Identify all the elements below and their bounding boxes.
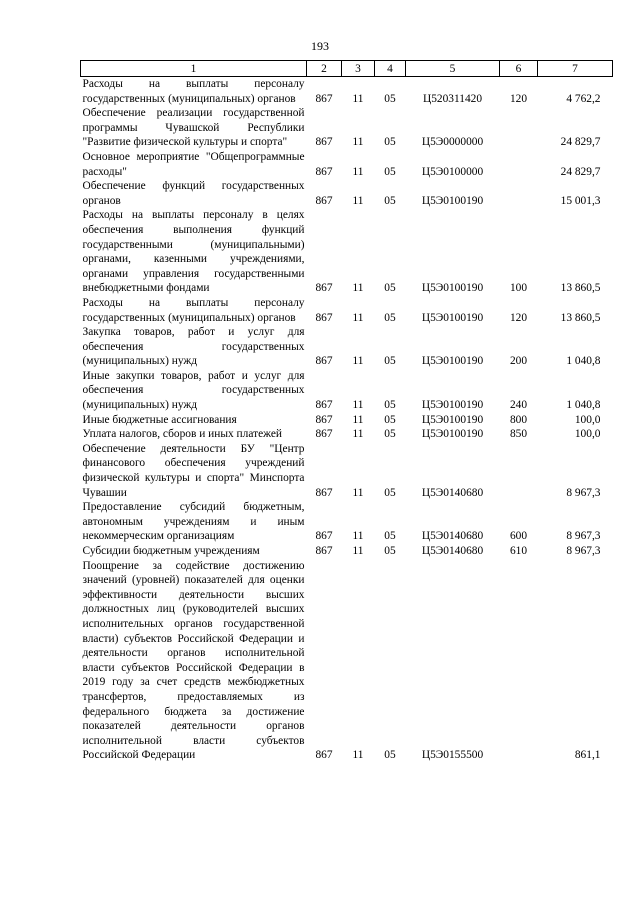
row-target-item-code: Ц5Э0100190	[421, 399, 484, 412]
row-amount: 15 001,3	[560, 194, 601, 207]
row-section-code: 11	[352, 311, 364, 324]
row-subsection-code: 05	[384, 486, 396, 499]
column-header-target-item: 5	[406, 61, 500, 77]
table-row	[81, 179, 613, 208]
row-expense-type-code	[500, 179, 538, 208]
row-name: Обеспечение функций государственных органов	[82, 180, 305, 207]
row-expense-type-code: 800	[509, 413, 528, 426]
row-name: Поощрение за содействие достижению значений (уровней) показателей для оценки эффективности деятельности высших должностных лиц (руководителей высших исполнительных органов государственной власти) субъектов Российской Федерации и деятельности органов исполнительной власти субъектов Российской Федерации в 2019 году за счет средств межбюджетных трансфертов, предоставляемых из федерального бюджета за достижение показателей деятельности органов исполнительной власти субъектов Российской Федерации	[82, 559, 305, 762]
row-grbs-code: 867	[315, 136, 333, 149]
row-expense-type-code	[500, 442, 538, 500]
row-target-item-code: Ц5Э0140680	[421, 545, 484, 557]
row-grbs-code: 867	[315, 486, 333, 499]
budget-table	[80, 60, 613, 763]
row-section-code: 11	[352, 428, 364, 441]
table-row	[81, 544, 613, 559]
row-subsection-code: 05	[384, 92, 396, 105]
row-grbs-code: 867	[315, 194, 333, 207]
row-section-code: 11	[352, 165, 364, 178]
row-section-code: 11	[352, 194, 364, 207]
row-subsection-code: 05	[384, 413, 396, 426]
row-name: Обеспечение деятельности БУ "Центр финансового обеспечения учреждений физической культуры и спорта" Минспорта Чувашии	[82, 442, 305, 499]
row-section-code: 11	[352, 530, 364, 543]
row-expense-type-code: 120	[509, 92, 528, 105]
row-amount: 8 967,3	[566, 530, 601, 543]
row-target-item-code: Ц5Э0100190	[421, 428, 484, 441]
row-expense-type-code	[500, 106, 538, 150]
row-target-item-code: Ц5Э0100190	[421, 413, 484, 426]
row-subsection-code: 05	[384, 194, 396, 207]
row-expense-type-code: 100	[509, 282, 528, 295]
table-row	[81, 427, 613, 442]
row-grbs-code: 867	[315, 530, 333, 543]
row-expense-type-code	[500, 559, 538, 763]
row-name: Расходы на выплаты персоналу государственных (муниципальных) органов	[82, 296, 305, 324]
row-grbs-code: 867	[315, 399, 333, 412]
row-amount: 24 829,7	[560, 165, 601, 178]
row-subsection-code: 05	[384, 399, 396, 412]
row-expense-type-code: 600	[509, 530, 528, 543]
row-target-item-code: Ц5Э0140680	[421, 486, 484, 499]
row-section-code: 11	[352, 486, 364, 499]
row-grbs-code: 867	[315, 355, 333, 368]
row-amount: 100,0	[574, 413, 601, 426]
page-number: 193	[311, 39, 329, 53]
table-row	[81, 325, 613, 369]
row-subsection-code: 05	[384, 165, 396, 178]
row-amount: 13 860,5	[560, 311, 601, 324]
row-amount: 100,0	[574, 428, 601, 441]
row-name: Расходы на выплаты персоналу государственных (муниципальных) органов	[82, 78, 305, 105]
table-row	[81, 77, 613, 107]
row-expense-type-code	[500, 150, 538, 179]
row-amount: 13 860,5	[560, 282, 601, 295]
table-row	[81, 369, 613, 413]
row-subsection-code: 05	[384, 136, 396, 149]
row-grbs-code: 867	[315, 311, 333, 324]
row-section-code: 11	[352, 282, 364, 295]
table-row	[81, 442, 613, 500]
row-subsection-code: 05	[384, 311, 396, 324]
row-section-code: 11	[352, 136, 364, 149]
row-section-code: 11	[352, 355, 364, 368]
row-subsection-code: 05	[384, 749, 396, 762]
row-expense-type-code: 240	[509, 399, 528, 412]
row-grbs-code: 867	[315, 282, 333, 295]
row-name: Основное мероприятие "Общепрограммные расходы"	[82, 150, 305, 178]
table-header	[81, 61, 613, 77]
table-row	[81, 106, 613, 150]
row-target-item-code: Ц5Э0100000	[421, 165, 484, 178]
row-name: Закупка товаров, работ и услуг для обеспечения государственных (муниципальных) нужд	[82, 326, 305, 368]
column-header-expense-type: 6	[500, 61, 538, 77]
row-name: Иные закупки товаров, работ и услуг для обеспечения государственных (муниципальных) нужд	[82, 369, 305, 412]
row-expense-type-code: 610	[509, 545, 528, 557]
column-header-amount: 7	[538, 61, 613, 77]
column-header-grbs: 2	[307, 61, 342, 77]
row-subsection-code: 05	[384, 428, 396, 441]
row-grbs-code: 867	[315, 749, 333, 762]
table-row	[81, 413, 613, 428]
row-name: Иные бюджетные ассигнования	[82, 413, 237, 426]
row-amount: 1 040,8	[566, 399, 601, 412]
row-amount: 4 762,2	[566, 92, 601, 105]
row-name: Расходы на выплаты персоналу в целях обеспечения выполнения функций государственными (муниципальными) органами, казенными учреждениями, органами управления государственными внебюджетными фондами	[82, 209, 305, 295]
row-grbs-code: 867	[315, 428, 333, 441]
row-section-code: 11	[352, 413, 364, 426]
row-target-item-code: Ц5Э0100190	[421, 355, 484, 368]
table-body	[81, 77, 613, 763]
column-header-name: 1	[81, 61, 307, 77]
row-amount: 24 829,7	[560, 136, 601, 149]
row-subsection-code: 05	[384, 355, 396, 368]
column-header-subsection: 4	[375, 61, 406, 77]
row-target-item-code: Ц520311420	[422, 92, 483, 105]
column-header-section: 3	[342, 61, 375, 77]
row-section-code: 11	[352, 545, 364, 557]
row-target-item-code: Ц5Э0100190	[421, 194, 484, 207]
row-amount: 8 967,3	[566, 486, 601, 499]
row-target-item-code: Ц5Э0000000	[421, 136, 484, 149]
row-grbs-code: 867	[315, 545, 333, 557]
row-name: Обеспечение реализации государственной программы Чувашской Республики "Развитие физической культуры и спорта"	[82, 107, 305, 149]
table-row	[81, 559, 613, 763]
row-name: Уплата налогов, сборов и иных платежей	[82, 428, 282, 441]
row-subsection-code: 05	[384, 545, 396, 557]
row-section-code: 11	[352, 92, 364, 105]
row-grbs-code: 867	[315, 165, 333, 178]
row-expense-type-code: 120	[509, 311, 528, 324]
row-amount: 1 040,8	[566, 355, 601, 368]
row-target-item-code: Ц5Э0155500	[421, 749, 484, 762]
row-name: Субсидии бюджетным учреждениям	[82, 545, 260, 557]
row-grbs-code: 867	[315, 92, 333, 105]
table-row	[81, 500, 613, 544]
row-subsection-code: 05	[384, 530, 396, 543]
row-amount: 861,1	[574, 749, 601, 762]
row-expense-type-code: 200	[509, 355, 528, 368]
row-target-item-code: Ц5Э0100190	[421, 282, 484, 295]
row-target-item-code: Ц5Э0140680	[421, 530, 484, 543]
row-name: Предоставление субсидий бюджетным, автономным учреждениям и иным некоммерческим организациям	[82, 501, 305, 543]
row-grbs-code: 867	[315, 413, 333, 426]
table-row	[81, 150, 613, 179]
table-row	[81, 296, 613, 325]
table-row	[81, 208, 613, 296]
row-target-item-code: Ц5Э0100190	[421, 311, 484, 324]
row-expense-type-code: 850	[509, 428, 528, 441]
row-section-code: 11	[352, 399, 364, 412]
row-subsection-code: 05	[384, 282, 396, 295]
row-section-code: 11	[352, 749, 364, 762]
row-amount: 8 967,3	[566, 545, 601, 557]
